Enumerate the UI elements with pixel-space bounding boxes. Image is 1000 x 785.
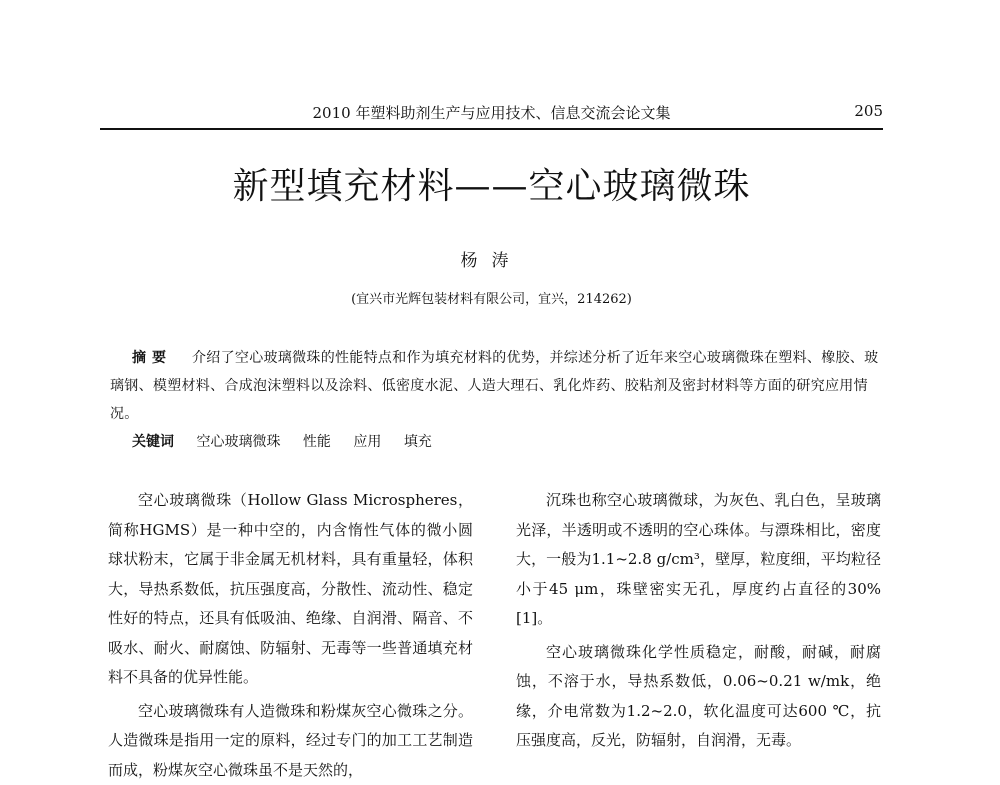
keyword: 填充 (404, 434, 432, 450)
paper-title: 新型填充材料——空心玻璃微珠 (100, 158, 883, 209)
body-paragraph: 空心玻璃微珠（Hollow Glass Microspheres，简称HGMS）是一种中空的，内含惰性气体的微小圆球状粉末，它属于非金属无机材料，具有重量轻，体积大，导热系数低，抗压强度高，分散性、流动性、稳定性好的特点，还具有低吸油、绝缘、自润滑、隔音、不吸水、耐火、耐腐蚀、防辐射、无毒等一些普通填充材料不具备的优异性能。 (108, 486, 473, 693)
abstract (110, 344, 883, 428)
keywords-label: 关键词 (132, 434, 174, 450)
page-number: 205 (854, 102, 883, 120)
abstract-label: 摘要 (132, 350, 172, 366)
header-rule (100, 128, 883, 130)
keyword: 空心玻璃微珠 (196, 434, 280, 450)
body-left-column (108, 486, 473, 785)
running-title: 2010 年塑料助剂生产与应用技术、信息交流会论文集 (100, 102, 883, 123)
keywords (132, 430, 832, 454)
affiliation: (宜兴市光辉包装材料有限公司，宜兴，214262) (100, 288, 883, 307)
body-paragraph: 空心玻璃微珠有人造微珠和粉煤灰空心微珠之分。人造微珠是指用一定的原料，经过专门的加工工艺制造而成，粉煤灰空心微珠虽不是天然的， (108, 697, 473, 785)
body-paragraph: 沉珠也称空心玻璃微球，为灰色、乳白色，呈玻璃光泽，半透明或不透明的空心珠体。与漂珠相比，密度大，一般为1.1~2.8 g/cm³，壁厚，粒度细，平均粒径小于45 μm，珠壁密实无孔，厚度约占直径的30%[1]。 (516, 486, 881, 634)
body-right-column (516, 486, 881, 756)
abstract-text: 介绍了空心玻璃微珠的性能特点和作为填充材料的优势，并综述分析了近年来空心玻璃微珠在塑料、橡胶、玻璃钢、模塑材料、合成泡沫塑料以及涂料、低密度水泥、人造大理石、乳化炸药、胶粘剂及密封材料等方面的研究应用情况。 (110, 350, 878, 422)
keyword: 应用 (353, 434, 381, 450)
running-header (100, 100, 883, 126)
author-name: 杨涛 (100, 246, 883, 271)
keyword: 性能 (303, 434, 331, 450)
body-paragraph: 空心玻璃微珠化学性质稳定，耐酸，耐碱，耐腐蚀，不溶于水，导热系数低，0.06~0.21 w/mk，绝缘，介电常数为1.2~2.0，软化温度可达600 ℃，抗压强度高，反光，防辐射，自润滑，无毒。 (516, 638, 881, 756)
